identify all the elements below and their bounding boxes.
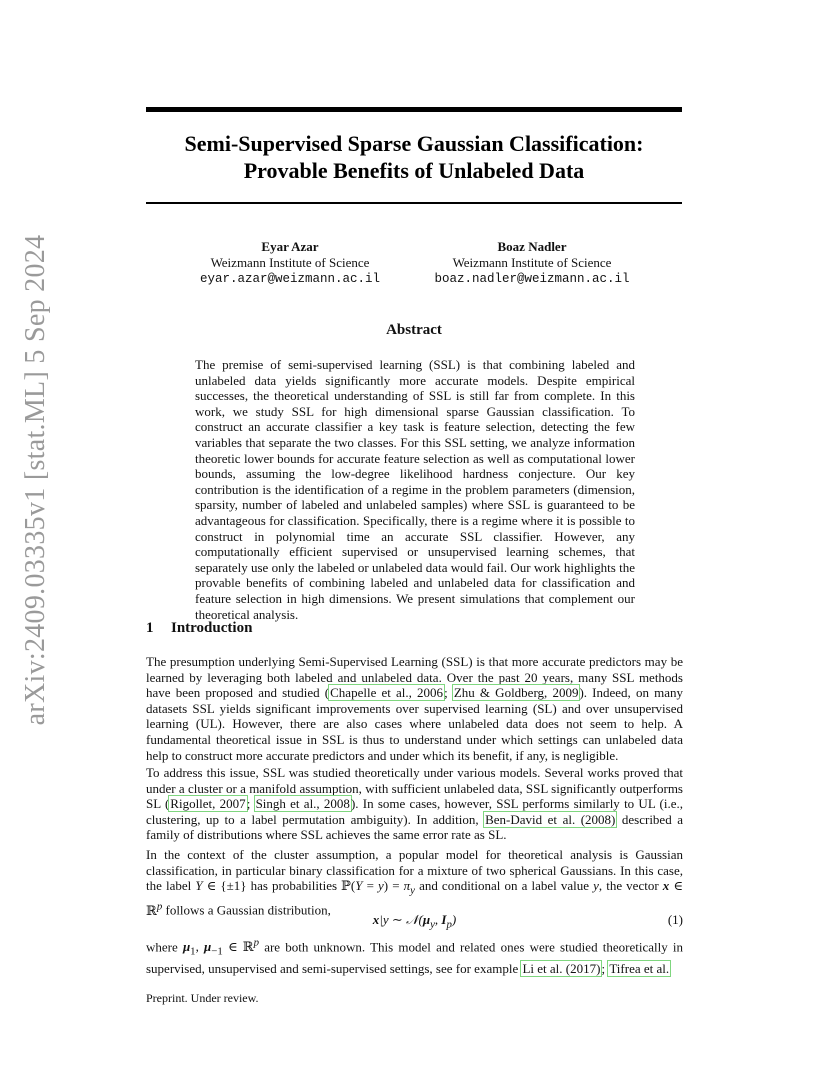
text-run: ). In some cases, however, SSL performs similarly to UL (i.e., clustering, up to a label permutation ambiguity). In addition, — [146, 796, 683, 827]
text-run: ; — [246, 796, 255, 812]
top-rule — [146, 107, 682, 112]
citation-link[interactable]: Singh et al., 2008 — [255, 796, 350, 812]
citation-link[interactable]: Tifrea et al. — [609, 960, 670, 976]
text-run: The presumption underlying Semi-Supervised Learning (SSL) is that more accurate predictors may be learned by leveraging both labeled and unlabeled data. Over the past 20 years, many SSL methods have been proposed and studied ( — [146, 654, 683, 701]
text-run: described a family of distributions where SSL achieves the same error rate as SL. — [146, 811, 683, 843]
title-rule — [146, 202, 682, 204]
author-email[interactable]: boaz.nadler@weizmann.ac.il — [434, 272, 630, 286]
section-number: 1 — [146, 620, 154, 636]
author-block-2 — [402, 239, 662, 287]
section-title: Introduction — [171, 620, 253, 636]
citation-link[interactable]: Rigollet, 2007 — [170, 796, 246, 812]
text-run: where — [146, 939, 183, 955]
abstract-text: The premise of semi-supervised learning (SSL) is that combining labeled and unlabeled data yields significantly more accurate models. Despite empirical successes, the theoretical understanding of SSL is still far from complete. In this work, we study SSL for high dimensional sparse Gaussian classification. To construct an accurate classifier a key task is feature selection, detecting the few variables that separate the two classes. For this SSL setting, we analyze information theoretic lower bounds for accurate feature selection as well as computational lower bounds, assuming the low-degree likelihood hardness conjecture. Our key contribution is the identification of a regime in the problem parameters (dimension, sparsity, number of labeled and unlabeled samples) where SSL is guaranteed to be advantageous for classification. Specifically, there is a regime where it is possible to construct in polynomial time an accurate SSL classifier. However, any computationally efficient supervised or unsupervised learning schemes, that separately use only the labeled or unlabeled data would fail. Our work highlights the provable benefits of combining labeled and unlabeled data for classification and feature selection in high dimensions. We present simulations that complement our theoretical analysis. — [195, 357, 635, 622]
author-block-1 — [160, 239, 420, 287]
text-run: has probabilities — [246, 878, 342, 894]
author-name: Boaz Nadler — [497, 239, 567, 254]
arxiv-identifier: arXiv:2409.03335v1 [stat.ML] 5 Sep 2024 — [20, 234, 51, 726]
paragraph-4 — [146, 936, 683, 976]
citation-link[interactable]: Ben-David et al. (2008) — [485, 811, 616, 827]
paragraph-2 — [146, 765, 683, 843]
author-affiliation: Weizmann Institute of Science — [452, 255, 612, 270]
section-heading — [146, 620, 252, 637]
paragraph-1 — [146, 654, 683, 763]
text-run: , the vector — [598, 878, 663, 894]
equation-number: (1) — [667, 912, 683, 927]
math-x-in-rp: x ∈ ℝ$^p$ — [146, 878, 683, 918]
text-run: ; — [444, 685, 453, 701]
title-line-2: Provable Benefits of Unlabeled Data — [243, 158, 585, 183]
title-line-1: Semi-Supervised Sparse Gaussian Classification: — [184, 131, 644, 156]
author-name: Eyar Azar — [261, 239, 319, 254]
citation-link[interactable]: Li et al. (2017) — [522, 960, 601, 976]
citation-link[interactable]: Chapelle et al., 2006 — [330, 685, 444, 701]
math-probability: ℙ(Y = $y) = \pi_y$ — [341, 878, 415, 897]
text-run: To address this issue, SSL was studied theoretically under various models. Several works proved that under a cluster or a manifold assumption, with sufficient unlabeled data, SSL significantly outperforms SL ( — [146, 765, 683, 812]
math-mu-vectors: $\mu_1$, $\mu_{-1}$ ∈ ℝ$^p$ — [182, 937, 260, 958]
paper-title — [146, 130, 682, 184]
author-affiliation: Weizmann Institute of Science — [210, 255, 370, 270]
text-run: ; — [601, 960, 609, 976]
text-run: are both unknown. This model and related ones were studied theoretically in supervised, unsupervised and semi-supervised settings, see for example — [146, 939, 684, 976]
equation-formula: x|y ∼ $𝒩(\mu_y$, $I_p$) — [372, 912, 457, 931]
footer-note: Preprint. Under review. — [146, 991, 259, 1005]
text-run: ). Indeed, on many datasets SSL yields significant improvements over supervised learning (SL) and over unsupervised learning (UL). However, there are also cases where unlabeled data does not seem to help. A fundamental theoretical issue in SSL is thus to understand under which settings can unlabeled data help to construct more accurate predictors and under which its benefit, if any, is negligible. — [146, 685, 683, 763]
math-label-set: Y ∈ {±1} — [195, 878, 247, 894]
math-y: y — [593, 878, 599, 894]
text-run: follows a Gaussian distribution, — [162, 902, 331, 918]
text-run: and conditional on a label value — [414, 878, 594, 894]
author-email[interactable]: eyar.azar@weizmann.ac.il — [199, 272, 381, 286]
citation-link[interactable]: Zhu & Goldberg, 2009 — [453, 685, 579, 701]
abstract-heading: Abstract — [386, 322, 442, 338]
text-run: In the context of the cluster assumption, a popular model for theoretical analysis is Gaussian classification, in particular binary classification for a mixture of two spherical Gaussians. In this case, the label — [146, 847, 683, 894]
paragraph-3 — [146, 847, 683, 918]
